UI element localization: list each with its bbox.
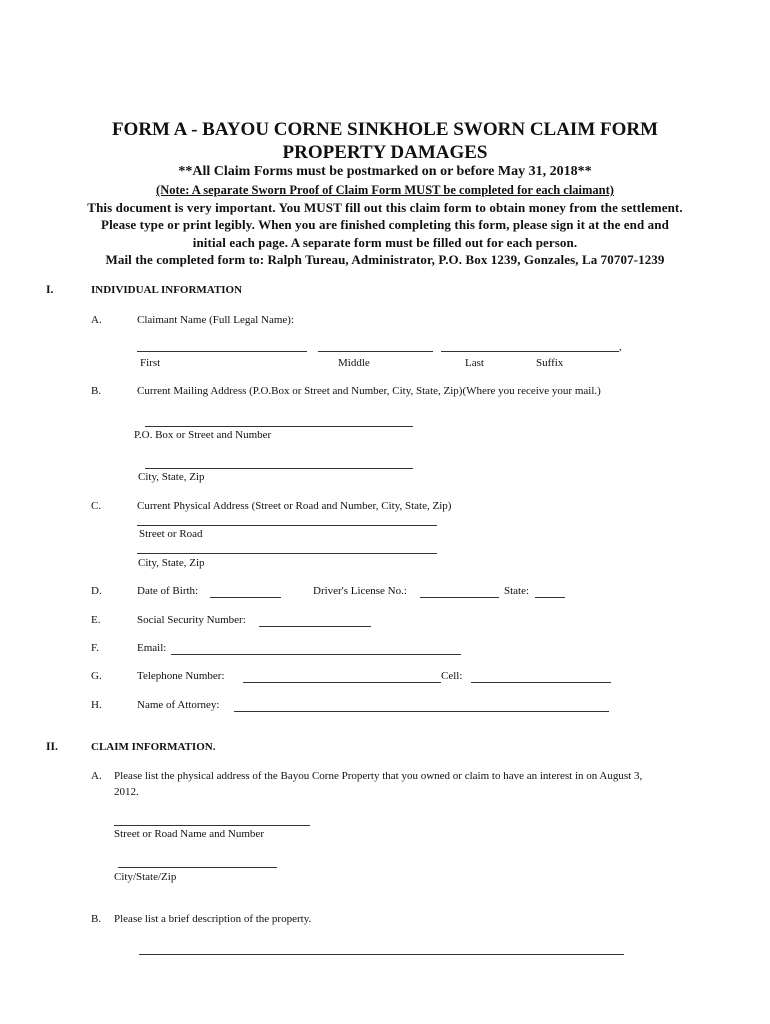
mail-instructions: Mail the completed form to: Ralph Tureau, Administrator, P.O. Box 1239, Gonzales, La 70707-1239: [105, 252, 665, 267]
physical-city-field[interactable]: [137, 553, 437, 554]
item-d-letter: D.: [91, 585, 102, 597]
first-name-field[interactable]: [137, 351, 307, 352]
mailing-street-caption: P.O. Box or Street and Number: [134, 429, 272, 441]
last-label: Last: [465, 357, 484, 369]
license-label: Driver's License No.:: [313, 585, 407, 597]
section1-number: I.: [46, 284, 54, 296]
state-field[interactable]: [535, 597, 565, 598]
intro-line2: Please type or print legibly. When you are finished completing this form, please sign it at the end and: [101, 217, 669, 232]
section2-title: CLAIM INFORMATION.: [91, 741, 216, 753]
dob-field[interactable]: [210, 597, 281, 598]
email-label: Email:: [137, 642, 167, 654]
item-f-letter: F.: [91, 642, 99, 654]
property-description-instruction: Please list a brief description of the property.: [114, 913, 312, 925]
license-field[interactable]: [420, 597, 499, 598]
cell-field[interactable]: [471, 682, 611, 683]
comma: ,: [619, 341, 622, 353]
form-title-line2: PROPERTY DAMAGES: [282, 142, 488, 163]
item-a-letter: A.: [91, 314, 102, 326]
intro-line3: initial each page. A separate form must be filled out for each person.: [192, 235, 578, 250]
state-label: State:: [504, 585, 530, 597]
mailing-street-field[interactable]: [145, 426, 413, 427]
property-address-instruction: Please list the physical address of the Bayou Corne Property that you owned or claim to have an interest in on August 3,: [114, 770, 643, 782]
item-h-letter: H.: [91, 699, 102, 711]
mailing-address-label: Current Mailing Address (P.O.Box or Street and Number, City, State, Zip)(Where you receive your mail.): [137, 385, 601, 397]
claimant-name-label: Claimant Name (Full Legal Name):: [137, 314, 295, 326]
mailing-city-field[interactable]: [145, 468, 413, 469]
property-city-field[interactable]: [118, 867, 277, 868]
mailing-city-caption: City, State, Zip: [138, 471, 205, 483]
property-city-caption: City/State/Zip: [114, 871, 177, 883]
section2-number: II.: [46, 741, 58, 753]
attorney-label: Name of Attorney:: [137, 699, 220, 711]
item-g-letter: G.: [91, 670, 102, 682]
physical-street-caption: Street or Road: [139, 528, 203, 540]
telephone-label: Telephone Number:: [137, 670, 225, 682]
last-name-field[interactable]: [441, 351, 619, 352]
property-street-caption: Street or Road Name and Number: [114, 828, 264, 840]
property-street-field[interactable]: [114, 825, 310, 826]
suffix-label: Suffix: [536, 357, 564, 369]
physical-street-field[interactable]: [137, 525, 437, 526]
form-title-line1: FORM A - BAYOU CORNE SINKHOLE SWORN CLAIM FORM: [111, 119, 659, 140]
item-e-letter: E.: [91, 614, 101, 626]
item-c-letter: C.: [91, 500, 102, 512]
physical-address-label: Current Physical Address (Street or Road and Number, City, State, Zip): [137, 500, 452, 512]
physical-city-caption: City, State, Zip: [138, 557, 205, 569]
telephone-field[interactable]: [243, 682, 441, 683]
property-description-field[interactable]: [139, 954, 624, 955]
intro-line1: This document is very important. You MUST fill out this claim form to obtain money from the settlement.: [87, 200, 683, 215]
middle-name-field[interactable]: [318, 351, 433, 352]
ssn-field[interactable]: [259, 626, 371, 627]
cell-label: Cell:: [441, 670, 463, 682]
email-field[interactable]: [171, 654, 461, 655]
middle-label: Middle: [338, 357, 370, 369]
section1-title: INDIVIDUAL INFORMATION: [91, 284, 243, 296]
claim-item-a-letter: A.: [91, 770, 102, 782]
item-b-letter: B.: [91, 385, 102, 397]
separate-form-note: (Note: A separate Sworn Proof of Claim Form MUST be completed for each claimant): [156, 183, 614, 197]
claim-item-b-letter: B.: [91, 913, 102, 925]
dob-label: Date of Birth:: [137, 585, 199, 597]
property-address-instruction-cont: 2012.: [114, 786, 139, 798]
first-label: First: [140, 357, 161, 369]
deadline-notice: **All Claim Forms must be postmarked on or before May 31, 2018**: [178, 164, 592, 179]
ssn-label: Social Security Number:: [137, 614, 246, 626]
attorney-field[interactable]: [234, 711, 609, 712]
